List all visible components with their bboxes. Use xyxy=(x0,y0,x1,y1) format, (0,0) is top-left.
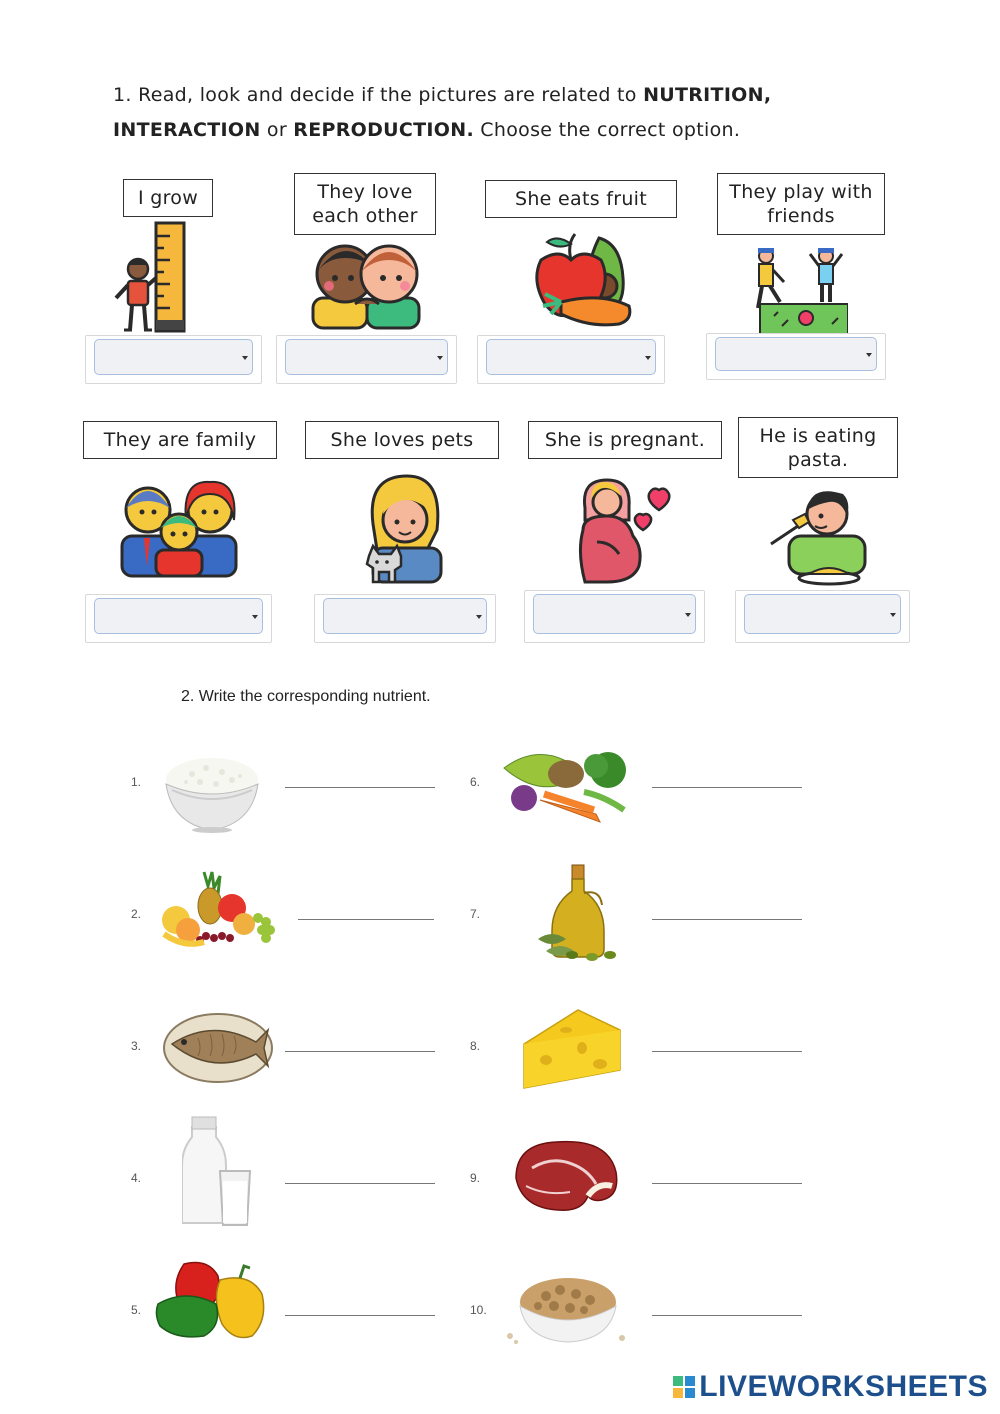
cheese-image xyxy=(520,1008,622,1090)
liveworksheets-logo-text: LIVEWORKSHEETS xyxy=(699,1370,988,1403)
answer-dropdown-2-wrap xyxy=(276,335,457,384)
girl-with-cat-icon xyxy=(363,474,445,584)
answer-line-2[interactable] xyxy=(298,919,434,920)
family-icon xyxy=(118,480,242,578)
answer-dropdown-1[interactable] xyxy=(94,339,253,375)
answer-dropdown-1-wrap xyxy=(85,335,262,384)
liveworksheets-logo-icon xyxy=(673,1376,695,1398)
answer-line-6[interactable] xyxy=(652,787,802,788)
answer-dropdown-6[interactable] xyxy=(323,598,487,634)
answer-dropdown-7-wrap xyxy=(524,590,705,643)
answer-line-9[interactable] xyxy=(652,1183,802,1184)
chevron-down-icon xyxy=(476,615,482,619)
label-she-eats-fruit: She eats fruit xyxy=(485,180,677,218)
answer-dropdown-8[interactable] xyxy=(744,594,901,634)
answer-line-10[interactable] xyxy=(652,1315,802,1316)
label-she-is-pregnant: She is pregnant. xyxy=(528,421,722,459)
chevron-down-icon xyxy=(645,356,651,360)
instruction-line-2: INTERACTION or REPRODUCTION. Choose the correct option. xyxy=(113,119,741,141)
fish-image xyxy=(158,1004,274,1084)
man-eating-pasta-icon xyxy=(767,486,869,588)
olive-oil-image xyxy=(532,863,624,965)
liveworksheets-logo xyxy=(673,1370,988,1404)
chevron-down-icon xyxy=(890,613,896,617)
chevron-down-icon xyxy=(437,356,443,360)
label-he-is-eating-pasta: He is eating pasta. xyxy=(738,417,898,478)
answer-line-5[interactable] xyxy=(285,1315,435,1316)
answer-dropdown-8-wrap xyxy=(735,590,910,643)
section-2-title: 2. Write the corresponding nutrient. xyxy=(181,688,431,705)
label-they-play-with-friends: They play with friends xyxy=(717,173,885,235)
answer-line-4[interactable] xyxy=(285,1183,435,1184)
item-number: 1. xyxy=(131,775,142,789)
item-number: 10. xyxy=(470,1303,487,1317)
rice-bowl-image xyxy=(162,750,262,834)
label-she-loves-pets: She loves pets xyxy=(305,421,499,459)
fruit-vegetables-icon xyxy=(527,230,633,330)
couple-hugging-icon xyxy=(305,238,427,330)
chevron-down-icon xyxy=(685,613,691,617)
answer-dropdown-4-wrap xyxy=(706,333,886,380)
label-they-are-family: They are family xyxy=(83,421,277,459)
answer-line-3[interactable] xyxy=(285,1051,435,1052)
meat-image xyxy=(512,1138,622,1216)
item-number: 3. xyxy=(131,1039,142,1053)
answer-dropdown-3-wrap xyxy=(477,335,665,384)
fruits-image xyxy=(154,868,278,952)
instruction-line-1: 1. Read, look and decide if the pictures are related to NUTRITION, xyxy=(113,84,772,106)
pregnant-woman-icon xyxy=(575,478,673,584)
item-number: 8. xyxy=(470,1039,481,1053)
answer-dropdown-2[interactable] xyxy=(285,339,448,375)
child-growing-ruler-icon xyxy=(108,220,190,333)
answer-dropdown-3[interactable] xyxy=(486,339,656,375)
label-they-love-each-other: They love each other xyxy=(294,173,436,235)
answer-dropdown-6-wrap xyxy=(314,594,496,643)
item-number: 4. xyxy=(131,1171,142,1185)
item-number: 7. xyxy=(470,907,481,921)
answer-dropdown-5[interactable] xyxy=(94,598,263,634)
label-i-grow: I grow xyxy=(123,179,213,217)
answer-line-8[interactable] xyxy=(652,1051,802,1052)
answer-line-7[interactable] xyxy=(652,919,802,920)
answer-dropdown-4[interactable] xyxy=(715,337,877,371)
chevron-down-icon xyxy=(242,356,248,360)
item-number: 5. xyxy=(131,1303,142,1317)
milk-image xyxy=(182,1115,254,1227)
chevron-down-icon xyxy=(866,353,872,357)
kids-playing-icon xyxy=(752,246,848,336)
item-number: 6. xyxy=(470,775,481,789)
item-number: 2. xyxy=(131,907,142,921)
answer-dropdown-5-wrap xyxy=(85,594,272,643)
chevron-down-icon xyxy=(252,615,258,619)
cereal-image xyxy=(502,1266,632,1346)
answer-dropdown-7[interactable] xyxy=(533,594,696,634)
vegetables-image xyxy=(500,744,630,824)
peppers-image xyxy=(154,1256,270,1340)
answer-line-1[interactable] xyxy=(285,787,435,788)
item-number: 9. xyxy=(470,1171,481,1185)
